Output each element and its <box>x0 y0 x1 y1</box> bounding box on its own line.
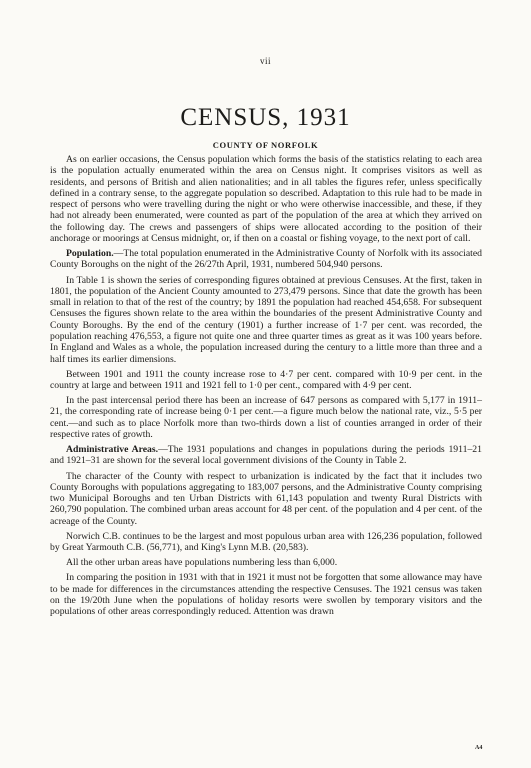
paragraph-population: Population.—The total population enumerated in the Administrative County of Norfolk with its associated County Boroughs on the night of the 26/27th April, 1931, numbered 504,940 persons. <box>50 248 482 271</box>
signature-mark: A4 <box>475 745 483 751</box>
page-number: vii <box>259 56 271 66</box>
paragraph-comparison: In comparing the position in 1931 with that in 1921 it must not be forgotten that some allowance may have to be made for differences in the circumstances attending the respective Censuses. The 1921 census was taken on the 19/20th June when the populations of holiday resorts were swollen by temporary visitors and the populations of other areas correspondingly reduced. Attention was drawn <box>50 572 482 618</box>
paragraph-administrative-areas: Administrative Areas.—The 1931 populations and changes in populations during the periods 1911–21 and 1921–31 are shown for the several local government divisions of the County in Table 2. <box>50 444 482 467</box>
paragraph-intercensal: In the past intercensal period there has been an increase of 647 persons as compared with 5,177 in 1911–21, the corresponding rate of increase being 0·1 per cent.—a figure much below the national rate, viz., 5·5 per cent.—and such as to place Norfolk more than two-thirds down a list of counties arranged in order of their respective rates of growth. <box>50 395 482 441</box>
paragraph-table-1: In Table 1 is shown the series of corresponding figures obtained at previous Censuses. At the first, taken in 1801, the population of the Ancient County amounted to 273,479 persons. Since that date the growth has been small in relation to that of the rest of the country; by 1891 the population had reached 454,658. For subsequent Censuses the figures shown relate to the area within the boundaries of the present Administrative County and County Boroughs. By the end of the century (1901) a further increase of 1·7 per cent. was recorded, the population reaching 476,553, a figure not quite one and three quarter times as great as it was 100 years before. In England and Wales as a whole, the population increased during the century to a little more than three and a half times its earlier dimensions. <box>50 274 482 365</box>
paragraph-norwich: Norwich C.B. continues to be the largest and most populous urban area with 126,236 population, followed by Great Yarmouth C.B. (56,771), and King's Lynn M.B. (20,583). <box>50 530 482 554</box>
paragraph-urbanization: The character of the County with respect to urbanization is indicated by the fact that it includes two County Boroughs with populations aggregating to 183,007 persons, and the Administrative County comprising two Municipal Boroughs and ten Urban Districts with 61,143 population and twenty Rural Districts with 260,790 population. The combined urban areas account for 48 per cent. of the population and 4 per cent. of the acreage of the County. <box>50 470 482 527</box>
paragraph-intro: As on earlier occasions, the Census population which forms the basis of the statistics relating to each area is the population actually enumerated within the area on Census night. It comprises visitors as well as residents, and persons of British and alien nationalities; and in all tables the figures refer, unless specifically defined in a contrary sense, to the aggregate population so described. Adaptation to this rule had to be made in respect of persons who were travelling during the night or who were otherwise inaccessible, and these, if they had not already been enumerated, were counted as part of the population of the area at which they arrived on the following day. The crews and passengers of ships were allocated according to the position of their anchorage or moorings at Census midnight, or, if then on a coastal or fishing voyage, to the next port of call. <box>50 154 482 245</box>
run-in-heading: Population. <box>66 248 114 260</box>
paragraph-other-urban: All the other urban areas have populations numbering less than 6,000. <box>66 557 338 569</box>
page-subtitle: COUNTY OF NORFOLK <box>212 140 319 150</box>
body-text <box>50 154 482 621</box>
page-title: CENSUS, 1931 <box>180 104 351 131</box>
paragraph-1901-1911: Between 1901 and 1911 the county increase rose to 4·7 per cent. compared with 10·9 per cent. in the country at large and between 1911 and 1921 fell to 1·0 per cent., compared with 4·9 per cent. <box>50 368 482 392</box>
run-in-heading: Administrative Areas. <box>66 444 159 456</box>
